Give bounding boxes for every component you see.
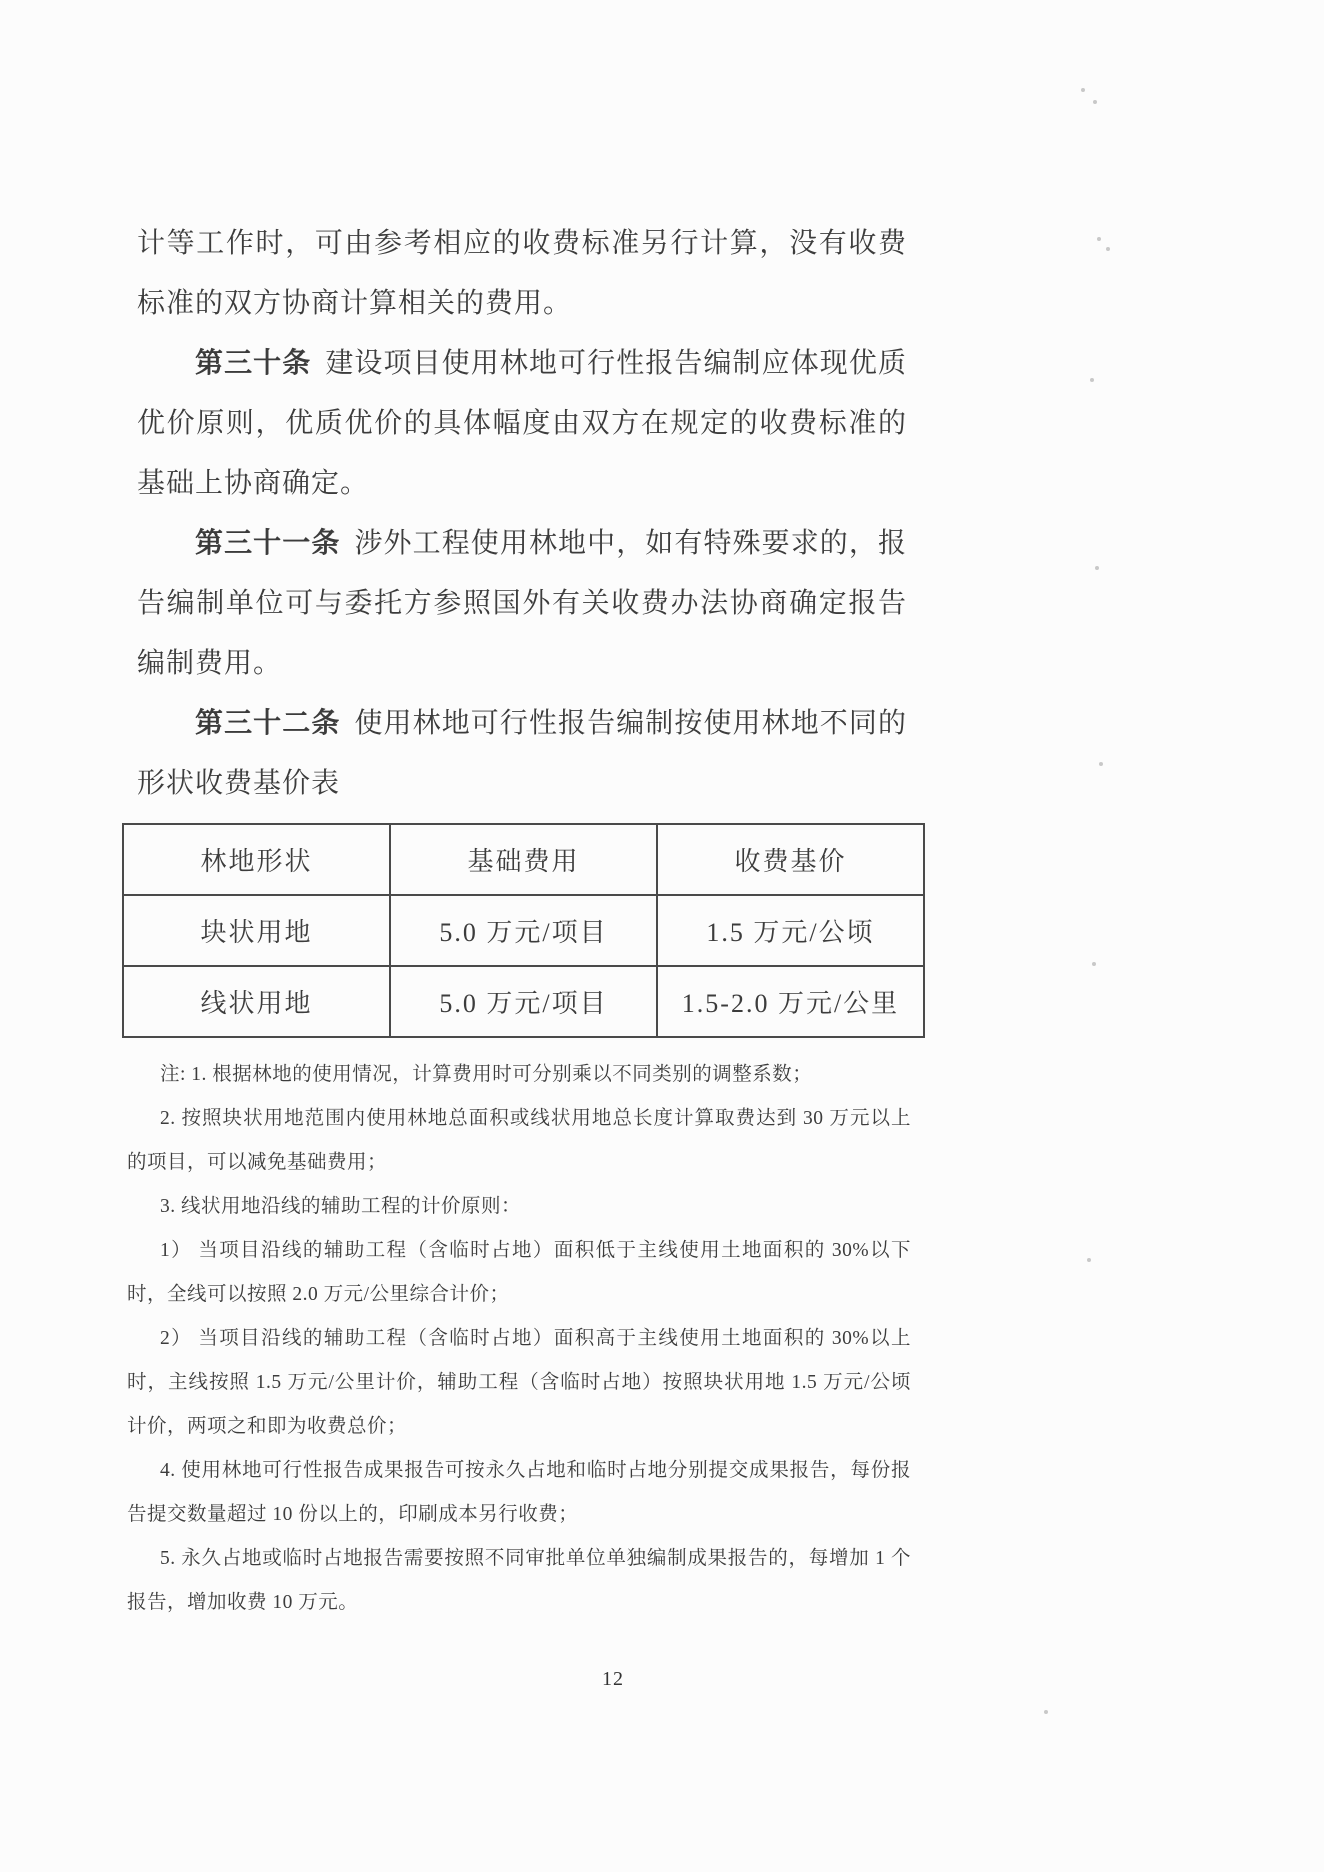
scan-speck <box>1106 247 1110 251</box>
note-line: 4. 使用林地可行性报告成果报告可按永久占地和临时占地分别提交成果报告，每份报告提交数量超过 10 份以上的，印刷成本另行收费； <box>127 1460 911 1525</box>
paragraph-text: 计等工作时，可由参考相应的收费标准另行计算，没有收费标准的双方协商计算相关的费用。 <box>137 228 907 319</box>
scan-speck <box>1093 100 1097 104</box>
note-line: 5. 永久占地或临时占地报告需要按照不同审批单位单独编制成果报告的，每增加 1 个报告，增加收费 10 万元。 <box>127 1548 911 1613</box>
paragraph <box>137 214 907 334</box>
paragraph <box>137 694 907 814</box>
note-line: 3. 线状用地沿线的辅助工程的计价原则： <box>160 1196 522 1217</box>
paragraph <box>137 514 907 694</box>
article-number: 第三十二条 <box>195 708 341 739</box>
table-cell: 5.0 万元/项目 <box>390 966 657 1037</box>
page-number: 12 <box>602 1668 624 1690</box>
scan-speck <box>1099 762 1103 766</box>
paragraph-text: 使用林地可行性报告编制按使用林地不同的形状收费基价表 <box>137 708 907 799</box>
table-cell: 1.5-2.0 万元/公里 <box>657 966 924 1037</box>
table-row <box>123 895 924 966</box>
table-cell: 5.0 万元/项目 <box>390 895 657 966</box>
scan-speck <box>1092 962 1096 966</box>
table-notes <box>127 1053 911 1625</box>
note-line: 2. 按照块状用地范围内使用林地总面积或线状用地总长度计算取费达到 30 万元以上的项目，可以减免基础费用； <box>127 1108 911 1173</box>
scan-speck <box>1097 237 1101 241</box>
table-header-cell: 收费基价 <box>657 824 924 895</box>
paragraph <box>137 334 907 514</box>
table-cell: 块状用地 <box>123 895 390 966</box>
table-row <box>123 966 924 1037</box>
document-content <box>122 214 925 1625</box>
article-number: 第三十条 <box>195 348 312 379</box>
note-line: 注: 1. 根据林地的使用情况，计算费用时可分别乘以不同类别的调整系数； <box>160 1064 813 1085</box>
table-header-cell: 基础费用 <box>390 824 657 895</box>
paragraph-text: 涉外工程使用林地中，如有特殊要求的，报告编制单位可与委托方参照国外有关收费办法协商确定报告编制费用。 <box>137 528 907 679</box>
table-cell: 1.5 万元/公顷 <box>657 895 924 966</box>
scan-speck <box>1095 566 1099 570</box>
scan-speck <box>1044 1710 1048 1714</box>
scan-speck <box>1081 88 1085 92</box>
note-line: 1） 当项目沿线的辅助工程（含临时占地）面积低于主线使用土地面积的 30%以下时，全线可以按照 2.0 万元/公里综合计价； <box>127 1240 911 1305</box>
note-line: 2） 当项目沿线的辅助工程（含临时占地）面积高于主线使用土地面积的 30%以上时，主线按照 1.5 万元/公里计价，辅助工程（含临时占地）按照块状用地 1.5 万元/公顷计价，两项之和即为收费总价； <box>127 1328 911 1437</box>
paragraph-text: 建设项目使用林地可行性报告编制应体现优质优价原则，优质优价的具体幅度由双方在规定的收费标准的基础上协商确定。 <box>137 348 907 499</box>
article-number: 第三十一条 <box>195 528 341 559</box>
table-header-row <box>123 824 924 895</box>
scan-speck <box>1090 378 1094 382</box>
fee-base-price-table <box>122 823 925 1038</box>
table-header-cell: 林地形状 <box>123 824 390 895</box>
scan-speck <box>1087 1258 1091 1262</box>
table-cell: 线状用地 <box>123 966 390 1037</box>
